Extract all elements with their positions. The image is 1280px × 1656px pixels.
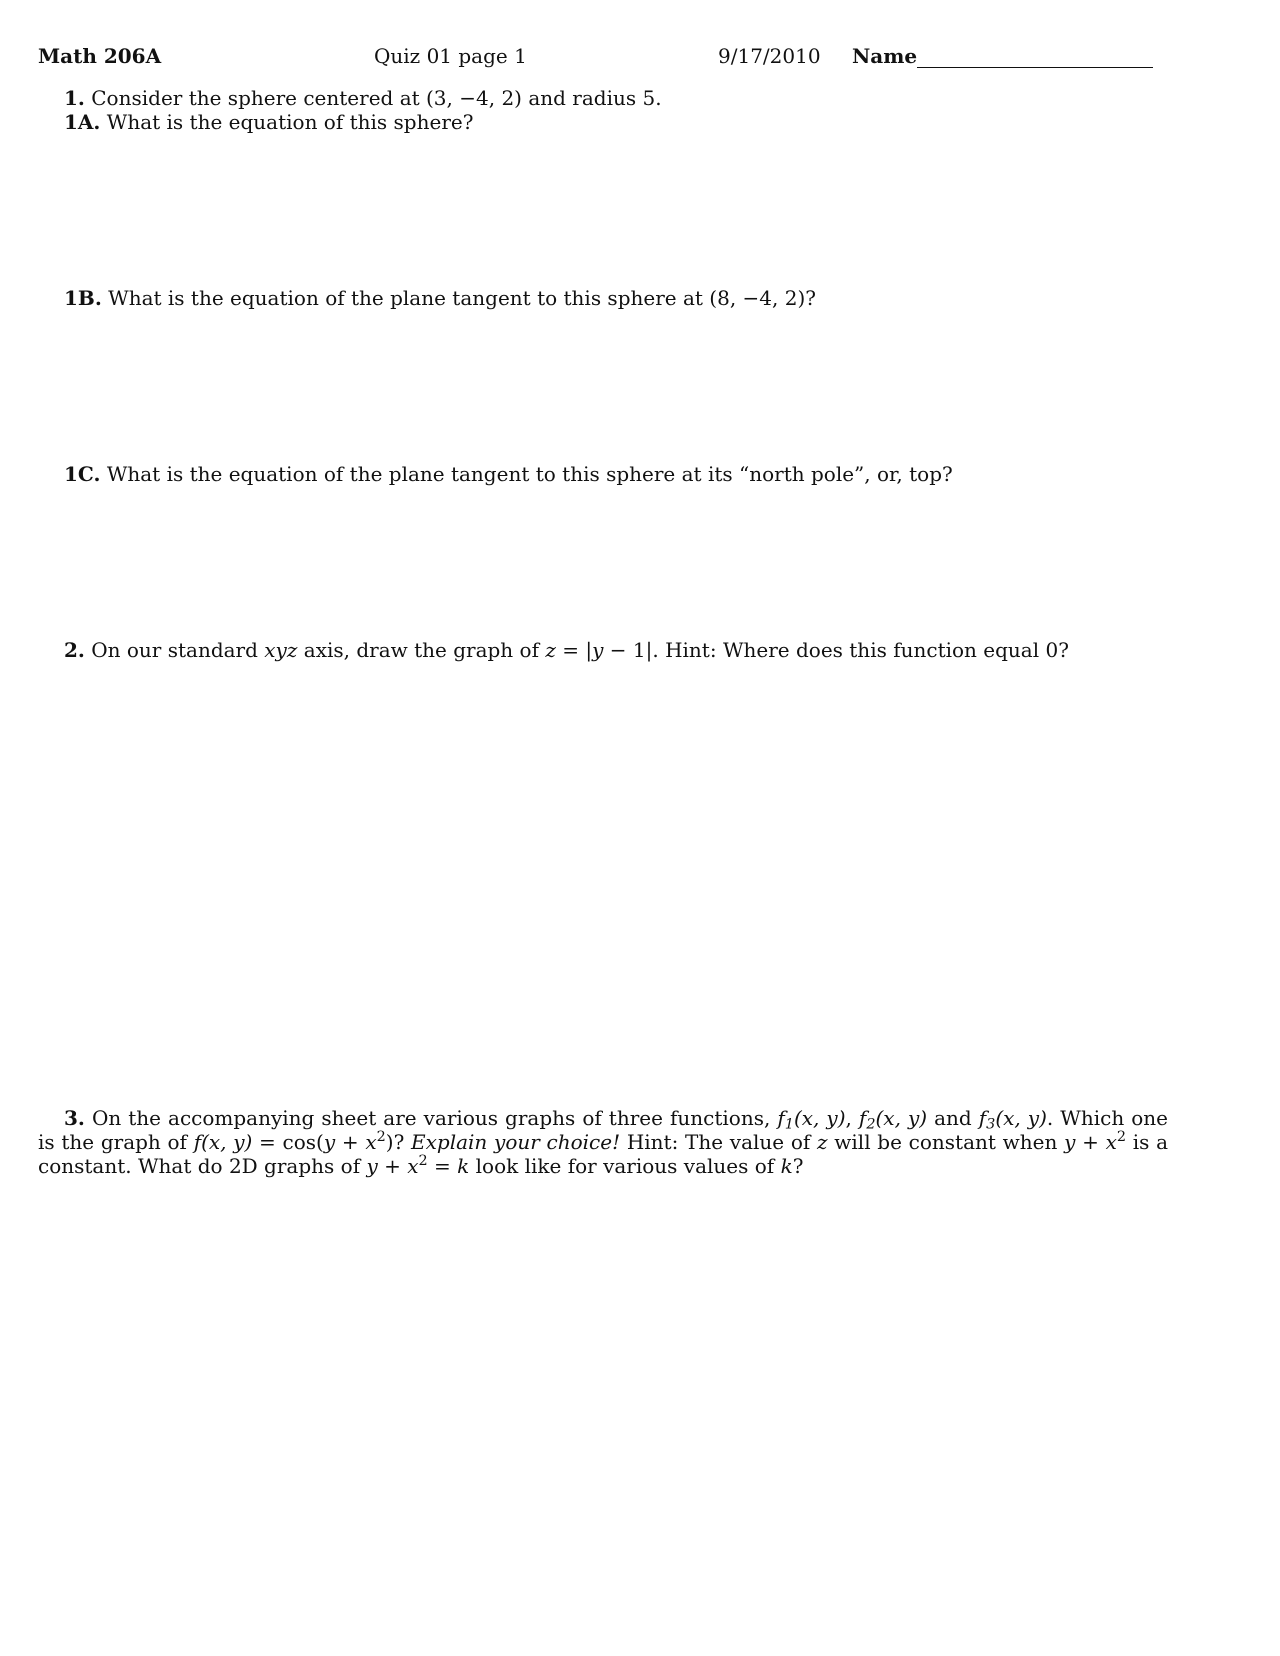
name-field[interactable] [852, 44, 1153, 68]
question-3-t3: Hint: The value of [626, 1130, 811, 1154]
question-2-xyz: xyz [264, 638, 298, 662]
question-2-text-c: . Hint: Where does this function equal 0? [652, 638, 1069, 662]
question-3-comma-1: , [845, 1106, 852, 1130]
question-3-close-q: )? [385, 1130, 405, 1154]
question-2 [64, 638, 1069, 662]
name-blank-line[interactable] [917, 45, 1153, 68]
question-1a-text: What is the equation of this sphere? [106, 110, 474, 134]
question-2-z: z [545, 638, 556, 662]
question-3-sq-3: 2 [418, 1153, 428, 1170]
question-1c [64, 462, 953, 486]
question-1b-number: 1B. [64, 286, 102, 310]
question-1 [64, 86, 662, 110]
question-2-minus-one: − 1| [603, 638, 653, 662]
question-3-sq-1: 2 [376, 1129, 386, 1146]
question-1b-text-a: What is the equation of the plane tangent to this sphere at (8, [108, 286, 743, 310]
question-3-y-3: y [366, 1154, 378, 1178]
question-1b-text-b: , 2)? [772, 286, 816, 310]
question-3-k-1: k [457, 1154, 470, 1178]
question-3-plus-3: + [377, 1154, 408, 1178]
question-3-f2: $f_2(x$, y) [858, 1106, 928, 1133]
question-3-t4: will be constant when [834, 1130, 1058, 1154]
question-3-plus-1: + [335, 1130, 366, 1154]
question-3-y-2: y [1064, 1130, 1076, 1154]
question-3 [38, 1106, 1168, 1178]
question-1-number: 1. [64, 86, 85, 110]
question-3-eq-cos: = cos( [252, 1130, 324, 1154]
question-3-x-3: x [407, 1154, 419, 1178]
question-1a [64, 110, 473, 134]
question-1c-text: What is the equation of the plane tangent to this sphere at its “north pole”, or, top? [106, 462, 953, 486]
question-2-eq: = | [555, 638, 593, 662]
question-1-text-b: , 2) and radius 5. [488, 86, 662, 110]
question-2-number: 2. [64, 638, 85, 662]
question-3-t1: On the accompanying sheet are various graphs of three functions, [91, 1106, 771, 1130]
question-3-plus-2: + [1075, 1130, 1106, 1154]
question-3-f1: $f_1(x$, y) [777, 1106, 846, 1133]
question-3-t6: look like for various values of [475, 1154, 775, 1178]
question-3-k-2: k [780, 1154, 793, 1178]
question-3-sq-2: 2 [1116, 1129, 1126, 1146]
question-1b-minus-4: −4 [742, 286, 773, 310]
question-3-t5: is a constant. What do 2D graphs of [38, 1130, 1169, 1178]
question-3-x-1: x [365, 1130, 377, 1154]
question-3-t2: . Which one is the graph of [38, 1106, 1169, 1154]
question-3-number: 3. [64, 1106, 85, 1130]
question-2-y: y [592, 638, 604, 662]
course-title: Math 206A [38, 44, 162, 68]
question-3-z: z [817, 1130, 828, 1154]
question-3-x-2: x [1105, 1130, 1117, 1154]
question-1c-number: 1C. [64, 462, 101, 486]
quiz-title: Quiz 01 page 1 [374, 44, 527, 68]
question-2-text-b: axis, draw the graph of [297, 638, 546, 662]
question-3-and: and [934, 1106, 972, 1130]
question-2-text-a: On our standard [91, 638, 265, 662]
question-3-question-mark: ? [792, 1154, 804, 1178]
question-1-minus-4: −4 [459, 86, 489, 110]
quiz-date: 9/17/2010 [718, 44, 821, 68]
question-1a-number: 1A. [64, 110, 101, 134]
question-3-eq-k: = [427, 1154, 458, 1178]
question-1-text-a: Consider the sphere centered at (3, [91, 86, 460, 110]
question-3-f3: $f_3(x$, y) [978, 1106, 1047, 1133]
question-1b [64, 286, 816, 310]
name-label: Name [852, 44, 918, 68]
question-3-y-1: y [323, 1130, 336, 1154]
question-3-fxy: f(x, y) [193, 1130, 253, 1154]
question-3-explain: Explain your choice! [411, 1130, 621, 1154]
